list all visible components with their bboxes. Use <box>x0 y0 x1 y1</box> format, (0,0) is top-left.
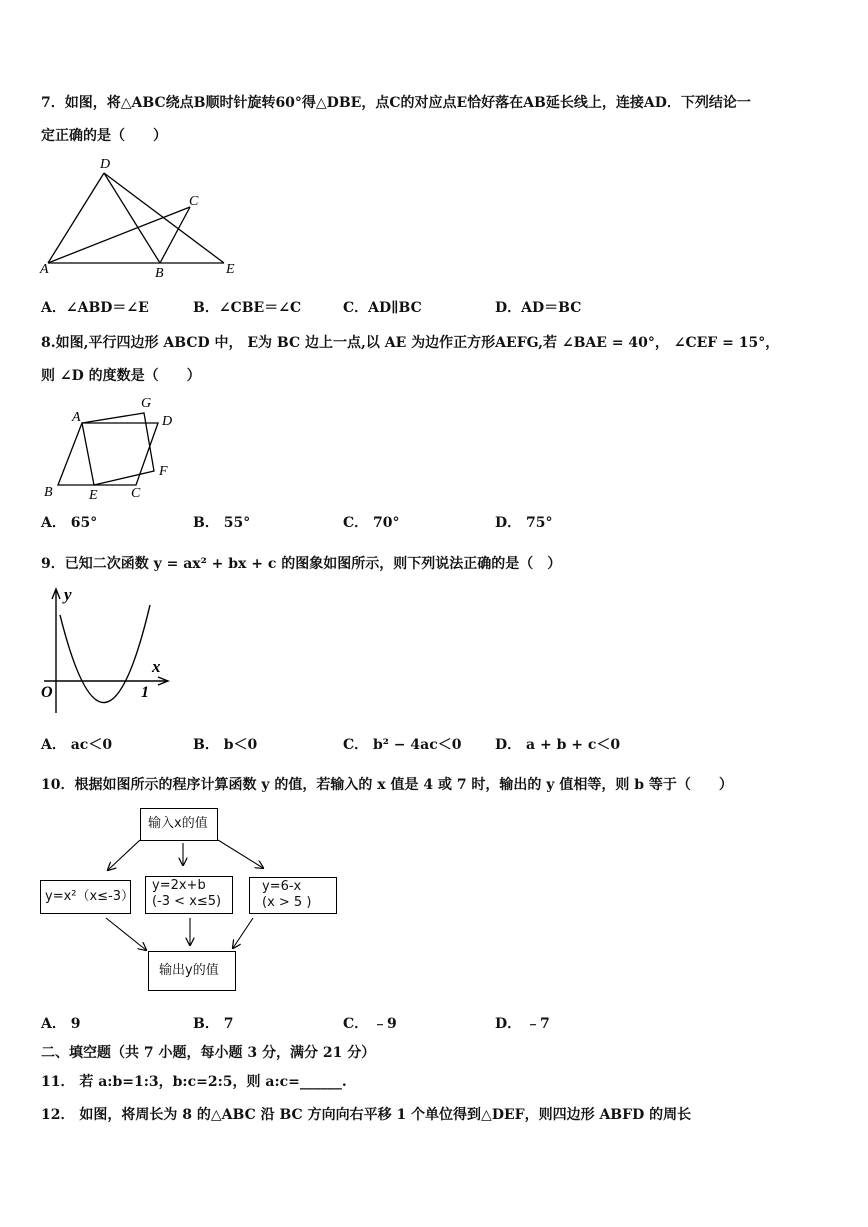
q9-option-b: B． b＜0 <box>193 737 258 753</box>
q11-text: 11． 若 a:b=1:3，b:c=2:5，则 a:c=______. <box>41 1074 347 1090</box>
q9-text-line1: 9．已知二次函数 y = ax² + bx + c 的图象如图所示，则下列说法正确的是（ ） <box>41 556 562 572</box>
q8-label-f: F <box>159 464 168 479</box>
q7-text-line2: 定正确的是（ ） <box>41 128 167 144</box>
q9-parabola-figure <box>38 585 173 715</box>
q8-label-b: B <box>44 485 53 500</box>
q8-label-g: G <box>141 396 152 411</box>
q8-option-a: A． 65° <box>41 515 98 531</box>
flow-box-1-label: y=x²（x≤-3） <box>45 889 135 904</box>
q9-label-one: 1 <box>141 684 149 701</box>
q7-triangle-figure <box>38 155 248 280</box>
q9-option-c: C． b² − 4ac＜0 <box>343 737 462 753</box>
flow-output-label: 输出y的值 <box>159 963 219 978</box>
q10-option-b: B． 7 <box>193 1016 234 1032</box>
q8-option-b: B． 55° <box>193 515 251 531</box>
flow-input-label: 输入x的值 <box>148 816 208 831</box>
q7-option-c: C．AD∥BC <box>343 300 422 316</box>
q10-option-d: D． ﹣7 <box>495 1016 550 1032</box>
q8-option-d: D． 75° <box>495 515 553 531</box>
flow-input-box <box>140 808 218 841</box>
q9-option-d: D． a + b + c＜0 <box>495 737 621 753</box>
q7-label-b: B <box>155 266 164 280</box>
q10-text-line1: 10．根据如图所示的程序计算函数 y 的值，若输入的 x 值是 4 或 7 时，输出的 y 值相等，则 b 等于（ ） <box>41 777 733 793</box>
q8-label-a: A <box>72 410 81 425</box>
q10-option-c: C． ﹣9 <box>343 1016 397 1032</box>
q8-label-e: E <box>89 488 98 503</box>
q7-option-b: B．∠CBE＝∠C <box>193 300 302 316</box>
flow-box-2 <box>145 876 233 914</box>
q7-label-c: C <box>189 194 199 209</box>
q9-label-y: y <box>64 585 72 604</box>
flow-box-3-line2: (x > 5 ) <box>262 895 312 910</box>
q8-label-d: D <box>162 414 173 429</box>
q9-label-origin: O <box>41 684 53 701</box>
q9-option-a: A． ac＜0 <box>41 737 113 753</box>
flow-box-3-line1: y=6-x <box>262 879 302 894</box>
flow-box-2-line1: y=2x+b <box>152 878 206 893</box>
q8-text-line2: 则 ∠D 的度数是（ ） <box>41 368 201 384</box>
section2-heading: 二、填空题（共 7 小题，每小题 3 分，满分 21 分） <box>41 1045 376 1061</box>
q7-label-d: D <box>100 157 111 172</box>
q7-text-line1: 7．如图，将△ABC绕点B顺时针旋转60°得△DBE，点C的对应点E恰好落在AB延长线上，连接AD．下列结论一 <box>41 95 751 111</box>
q8-option-c: C． 70° <box>343 515 400 531</box>
q7-label-e: E <box>226 262 235 277</box>
q8-label-c: C <box>131 486 141 501</box>
q7-option-d: D．AD＝BC <box>495 300 582 316</box>
flow-output-box <box>148 951 236 991</box>
q7-option-a: A．∠ABD＝∠E <box>41 300 149 316</box>
q9-label-x: x <box>152 657 161 676</box>
q7-label-a: A <box>40 262 49 277</box>
q12-text: 12． 如图，将周长为 8 的△ABC 沿 BC 方向向右平移 1 个单位得到△DEF，则四边形 ABFD 的周长 <box>41 1107 692 1123</box>
flow-box-1 <box>40 880 135 914</box>
flow-box-2-line2: (-3 < x≤5) <box>152 894 222 909</box>
q8-parallelogram-figure <box>38 393 188 503</box>
q8-text-line1: 8.如图,平行四边形 ABCD 中， E为 BC 边上一点,以 AE 为边作正方形AEFG,若 ∠BAE = 40°， ∠CEF = 15°， <box>41 335 780 351</box>
q10-option-a: A． 9 <box>41 1016 81 1032</box>
flow-box-3 <box>249 877 337 914</box>
